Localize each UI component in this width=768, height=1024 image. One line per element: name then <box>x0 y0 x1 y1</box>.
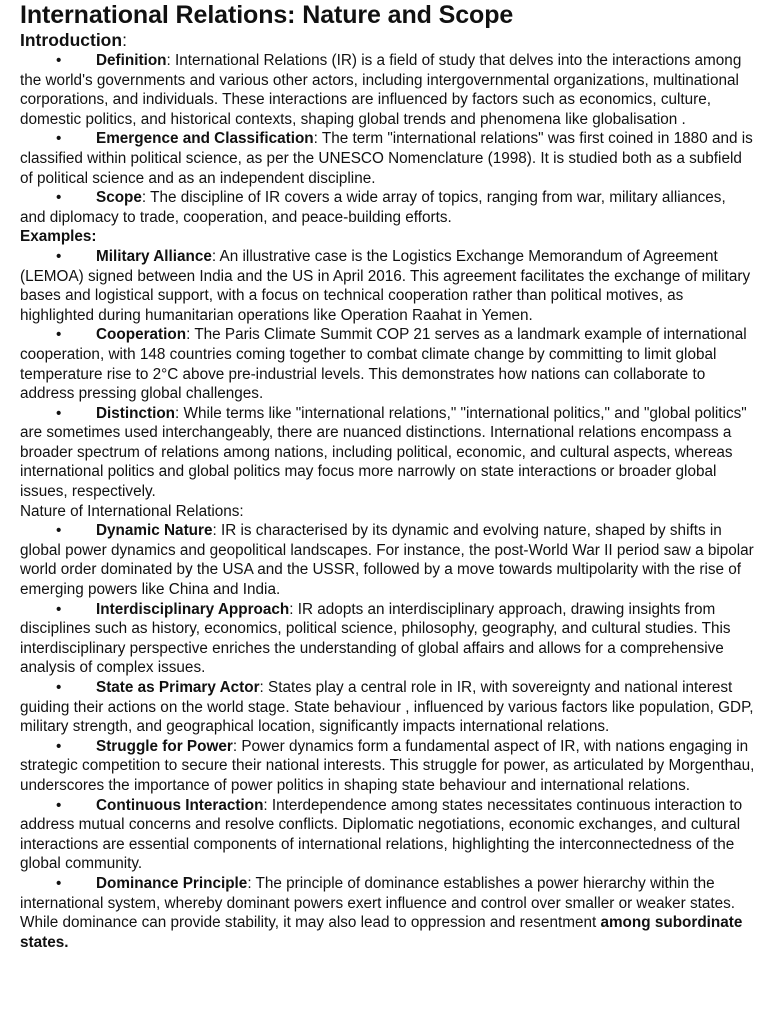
bullet-icon: • <box>56 189 62 207</box>
page-title: International Relations: Nature and Scope <box>20 1 514 29</box>
item-term: Interdisciplinary Approach <box>96 600 290 618</box>
item-term: Dominance Principle <box>96 874 248 892</box>
bullet-icon: • <box>56 52 62 69</box>
list-item-state-primary-actor <box>20 678 755 737</box>
item-text: : The term "international relations" was first coined in 1880 and is classified within political science, as per the UNESCO Nomenclature (1998). It is studied both as a subfield of political science and as an independent discipline. <box>20 130 753 187</box>
bullet-icon: • <box>56 737 62 755</box>
item-term: State as Primary Actor <box>96 679 260 696</box>
bullet-icon: • <box>56 796 62 814</box>
document-page <box>20 0 755 952</box>
introduction-heading-colon: : <box>122 30 127 50</box>
introduction-heading <box>20 30 755 51</box>
item-term: Struggle for Power <box>96 737 233 755</box>
list-item-continuous-interaction <box>20 796 755 874</box>
item-text: : Power dynamics form a fundamental aspect of IR, with nations engaging in strategic competition to secure their national interests. This struggle for power, as articulated by Morgenthau, underscores the importance of power politics in shaping state behaviour and international relations. <box>20 737 755 794</box>
item-text: : International Relations (IR) is a field of study that delves into the interactions among the world's governments and various other actors, including intergovernmental organizations, multinational corporations, and individuals. These interactions are influenced by factors such as economics, culture, domestic politics, and historical contexts, shaping global trends and phenomena like globalisation . <box>20 52 742 128</box>
item-term: Cooperation <box>96 326 187 344</box>
item-term: Distinction <box>96 404 176 422</box>
item-text: : Interdependence among states necessitates continuous interaction to address mutual concerns and resolve conflicts. Diplomatic negotiations, economic exchanges, and cultural interactions are essential components of international relations, highlighting the interconnectedness of the global community. <box>20 796 743 873</box>
item-text: : The discipline of IR covers a wide array of topics, ranging from war, military alliances, and diplomacy to trade, cooperation, and peace-building efforts. <box>20 189 726 226</box>
item-text: : IR adopts an interdisciplinary approach, drawing insights from disciplines such as history, economics, political science, philosophy, geography, and cultural studies. This interdisciplinary perspective enriches the understanding of global affairs and allows for a comprehensive analysis of complex issues. <box>20 600 731 677</box>
item-term: Definition <box>96 52 167 69</box>
list-item-dominance-principle <box>20 874 755 952</box>
list-item-distinction <box>20 404 755 502</box>
item-text: : The principle of dominance establishes a power hierarchy within the international system, whereby dominant powers exert influence and control over smaller or weaker states. While dominance can provide stability, it may also lead to oppression and resentment <box>20 874 736 932</box>
item-term: Scope <box>96 189 142 207</box>
item-text: : An illustrative case is the Logistics Exchange Memorandum of Agreement (LEMOA) signed between India and the US in April 2016. This agreement facilitates the exchange of military bases and logistical support, with a focus on technical cooperation rather than political motives, as highlighted during humanitarian operations like Operation Raahat in Yemen. <box>20 247 751 324</box>
list-item-scope <box>20 188 755 227</box>
item-term: Continuous Interaction <box>96 796 264 814</box>
item-text: : States play a central role in IR, with sovereignty and national interest guiding their actions on the world stage. State behaviour , influenced by various factors like population, GDP, military strength, and geographical location, significantly impacts international relations. <box>20 679 754 736</box>
item-term: Military Alliance <box>96 247 212 265</box>
list-item-cooperation <box>20 325 755 403</box>
list-item-struggle-for-power <box>20 737 755 796</box>
bullet-icon: • <box>56 600 62 618</box>
item-bold-tail: among subordinate states. <box>20 914 743 951</box>
list-item-definition <box>20 51 755 129</box>
introduction-heading-text: Introduction <box>20 30 123 50</box>
bullet-icon: • <box>56 522 62 540</box>
list-item-interdisciplinary <box>20 600 755 678</box>
bullet-icon: • <box>56 404 62 422</box>
bullet-icon: • <box>56 679 62 696</box>
item-term: Dynamic Nature <box>96 522 213 540</box>
bullet-icon: • <box>56 247 62 265</box>
examples-heading: Examples: <box>20 228 97 246</box>
item-text: : The Paris Climate Summit COP 21 serves as a landmark example of international cooperation, with 148 countries coming together to combat climate change by committing to limit global temperature rise to 2°C above pre-industrial levels. This demonstrates how nations can collaborate to address pressing global challenges. <box>20 326 747 403</box>
list-item-emergence <box>20 129 755 188</box>
item-text: : IR is characterised by its dynamic and evolving nature, shaped by shifts in global power dynamics and geopolitical landscapes. For instance, the post-World War II period saw a bipolar world order dominated by the USA and the USSR, followed by a move towards multipolarity with the rise of emerging powers like China and India. <box>20 522 754 599</box>
bullet-icon: • <box>56 874 62 892</box>
item-term: Emergence and Classification <box>96 130 314 148</box>
list-item-dynamic-nature <box>20 521 755 599</box>
list-item-military-alliance <box>20 247 755 325</box>
nature-heading: Nature of International Relations: <box>20 502 244 520</box>
bullet-icon: • <box>56 130 62 148</box>
item-text: : While terms like "international relations," "international politics," and "global politics" are sometimes used interchangeably, there are nuanced distinctions. International relations encompass a broader spectrum of relations among nations, including political, economic, and cultural aspects, whereas international politics and global politics may focus more narrowly on state interactions or broader global issues, respectively. <box>20 404 747 501</box>
bullet-icon: • <box>56 326 62 344</box>
